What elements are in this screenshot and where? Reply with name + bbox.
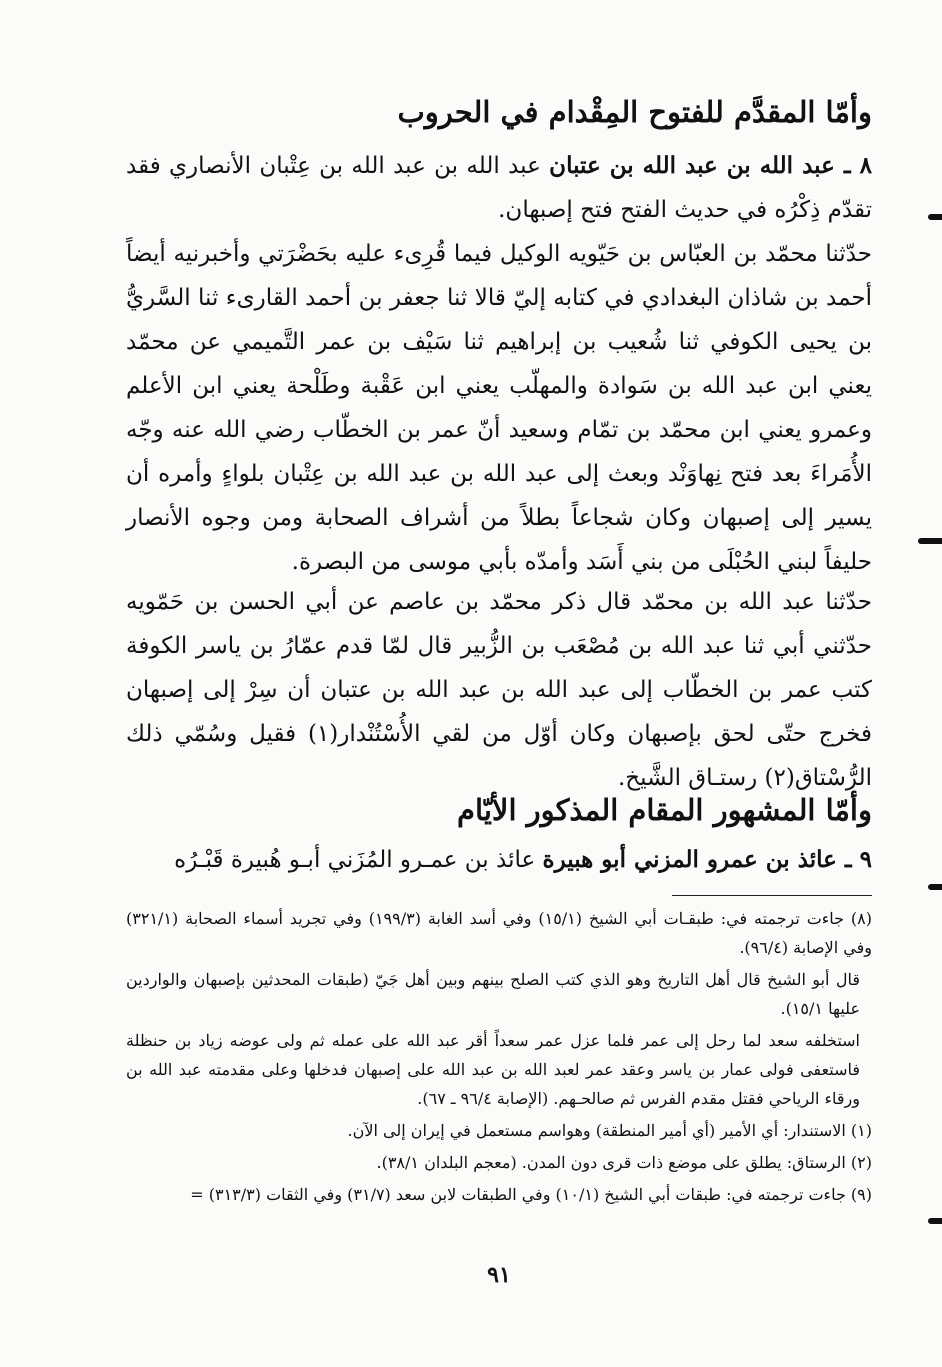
footnote-1: (١) الاستندار: أي الأمير (أي أمير المنطقة) وهواسم مستعمل في إيران إلى الآن. xyxy=(347,1121,872,1140)
page-edge-mark xyxy=(928,884,942,890)
footnotes xyxy=(126,904,872,1212)
document-page xyxy=(126,92,872,1362)
entry-9-lead: ٩ ـ عائذ بن عمرو المزني أبو هبيرة xyxy=(542,846,872,873)
footnote-8-note-a: قال أبو الشيخ قال أهل التاريخ وهو الذي كتب الصلح بينهم وبين أهل جَيّ (طبقات المحدثين بإصبهان والواردين عليها ١٥/١). xyxy=(126,970,860,1018)
entry-8-lead: ٨ ـ عبد الله بن عبد الله بن عتبان xyxy=(549,152,872,179)
section-heading-2: وأمّا المشهور المقام المذكور الأيّام xyxy=(457,793,872,827)
footnote-9: (٩) جاءت ترجمته في: طبقات أبي الشيخ (١٠/١) وفي الطبقات لابن سعد (٣١/٧) وفي الثقات (٣١٣/٣) = xyxy=(190,1185,872,1204)
section-heading-1: وأمّا المقدَّم للفتوح المِقْدام في الحروب xyxy=(397,95,872,129)
narration-paragraph-2: حدّثنا عبد الله بن محمّد قال ذكر محمّد بن عاصم عن أبي الحسن بن حَمّويه حدّثني أبي ثنا عبد الله بن مُصْعَب بن الزُّبير قال لمّا قدم عمّارُ بن ياسر الكوفة كتب عمر بن الخطّاب إلى عبد الله بن عبد الله بن عتبان أن سِرْ إلى إصبهان فخرج حتّى لحق بإصبهان وكان أوّل من لقي الأُسْتُنْدار(١) فقيل وسُمّي ذلك الرُّسْتاق(٢) رستـاق الشَّيخ. xyxy=(126,589,873,791)
entry-9-paragraph xyxy=(126,838,872,882)
page-edge-mark xyxy=(928,1218,942,1224)
footnote-separator xyxy=(672,895,872,896)
footnote-2: (٢) الرستاق: يطلق على موضع ذات قرى دون المدن. (معجم البلدان ٣٨/١). xyxy=(376,1153,872,1172)
entry-9-text: عائذ بن عمـرو المُزَني أبـو هُبيرة قَبْـرُه xyxy=(174,847,543,873)
entry-8-paragraph xyxy=(126,144,872,232)
entry-8-text: عبد الله بن عبد الله بن عِتْبان الأنصاري فقد تقدّم ذِكْرُه في حديث الفتح فتح إصبهان. xyxy=(126,153,872,223)
narration-paragraph-1: حدّثنا محمّد بن العبّاس بن حَيّويه الوكيل فيما قُرِىء عليه بحَضْرَتي وأخبرنيه أيضاً أحمد بن شاذان البغدادي في كتابه إليّ قالا ثنا جعفر بن أحمد القارىء ثنا السَّريُّ بن يحيى الكوفي ثنا شُعيب بن إبراهيم ثنا سَيْف بن عمر التَّميمي عن محمّد يعني ابن عبد الله بن سَوادة والمهلّب يعني ابن عَقْبة وطَلْحة يعني ابن الأعلم وعمرو يعني ابن محمّد بن تمّام وسعيد أنّ عمر بن الخطّاب رضي الله عنه وجّه الأُمَراءَ بعد فتح نِهاوَنْد وبعث إلى عبد الله بن عبد الله بن عِتْبان بلواءٍ وأمره أن يسير إلى إصبهان وكان شجاعاً بطلاً من أشراف الصحابة ومن وجوه الأنصار حليفاً لبني الحُبْلَى من بني أَسَد وأمدّه بأبي موسى من البصرة. xyxy=(126,241,872,575)
page-number: ٩١ xyxy=(487,1262,511,1288)
page-edge-mark xyxy=(918,538,942,544)
page-edge-mark xyxy=(928,214,942,220)
footnote-8: (٨) جاءت ترجمته في: طبقـات أبي الشيخ (١٥/١) وفي أسد الغابة (١٩٩/٣) وفي تجريد أسماء الصحابة (٣٢١/١) وفي الإصابة (٩٦/٤). xyxy=(126,909,873,957)
footnote-8-note-b: استخلفه سعد لما رحل إلى عمر فلما عزل عمر سعداً أقر عبد الله على عمله ثم ولى عوضه زياد بن حنظلة فاستعفى فولى عمار بن ياسر وعقد عمر لعبد الله بن عبد الله على إصبهان فدخلها وعلى مقدمته عبد الله بن ورقاء الرياحي فقتل مقدم الفرس ثم صالحـهم. (الإصابة ٩٦/٤ ـ ٦٧). xyxy=(126,1031,860,1108)
